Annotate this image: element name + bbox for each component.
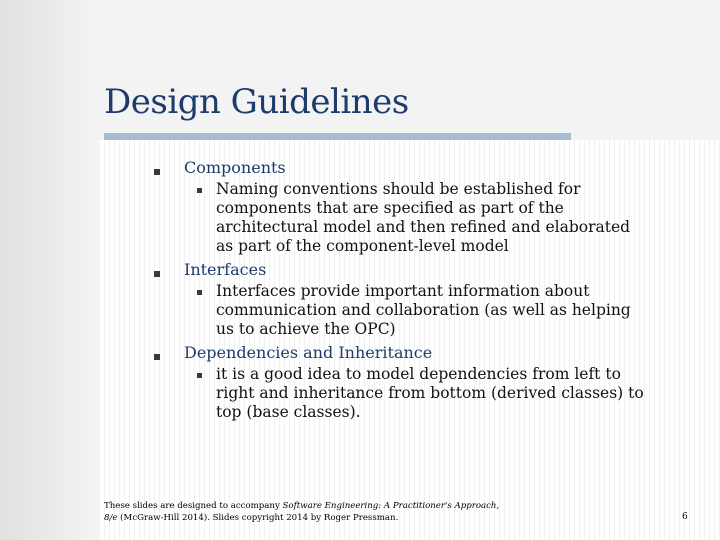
square-bullet-icon	[154, 169, 160, 175]
square-bullet-icon	[197, 290, 202, 295]
square-bullet-icon	[197, 373, 202, 378]
left-decorative-band	[0, 0, 100, 540]
slide-title: Design Guidelines	[104, 82, 409, 122]
copyright-footer	[104, 500, 524, 524]
sub-item-text: it is a good idea to model dependencies from left to right and inheritance from bottom (derived classes) to top (base classes).	[216, 365, 644, 421]
title-underline	[104, 133, 571, 140]
footer-edition: 8/e	[104, 513, 118, 523]
sub-item	[216, 180, 650, 256]
footer-book-title: Software Engineering: A Practitioner's Approach,	[282, 501, 500, 511]
list-item-dependencies	[150, 343, 650, 422]
item-label: Components	[184, 158, 286, 177]
square-bullet-icon	[154, 271, 160, 277]
list-item-components	[150, 158, 650, 256]
item-label: Interfaces	[184, 260, 267, 279]
footer-text-2: (McGraw-Hill 2014). Slides copyright 2014 by Roger Pressman.	[117, 513, 399, 523]
list-item-interfaces	[150, 260, 650, 339]
square-bullet-icon	[154, 354, 160, 360]
sub-item	[216, 282, 650, 339]
sub-item-text: Interfaces provide important information about communication and collaboration (as well as helping us to achieve the OPC)	[216, 282, 631, 338]
sub-item-text: Naming conventions should be established for components that are specified as part of the architectural model and then refined and elaborated as part of the component-level model	[216, 180, 631, 255]
page-number: 6	[682, 512, 688, 522]
footer-text: These slides are designed to accompany	[104, 501, 283, 511]
bullet-list	[150, 158, 650, 426]
square-bullet-icon	[197, 188, 202, 193]
item-label: Dependencies and Inheritance	[184, 343, 433, 362]
sub-item	[216, 365, 650, 422]
